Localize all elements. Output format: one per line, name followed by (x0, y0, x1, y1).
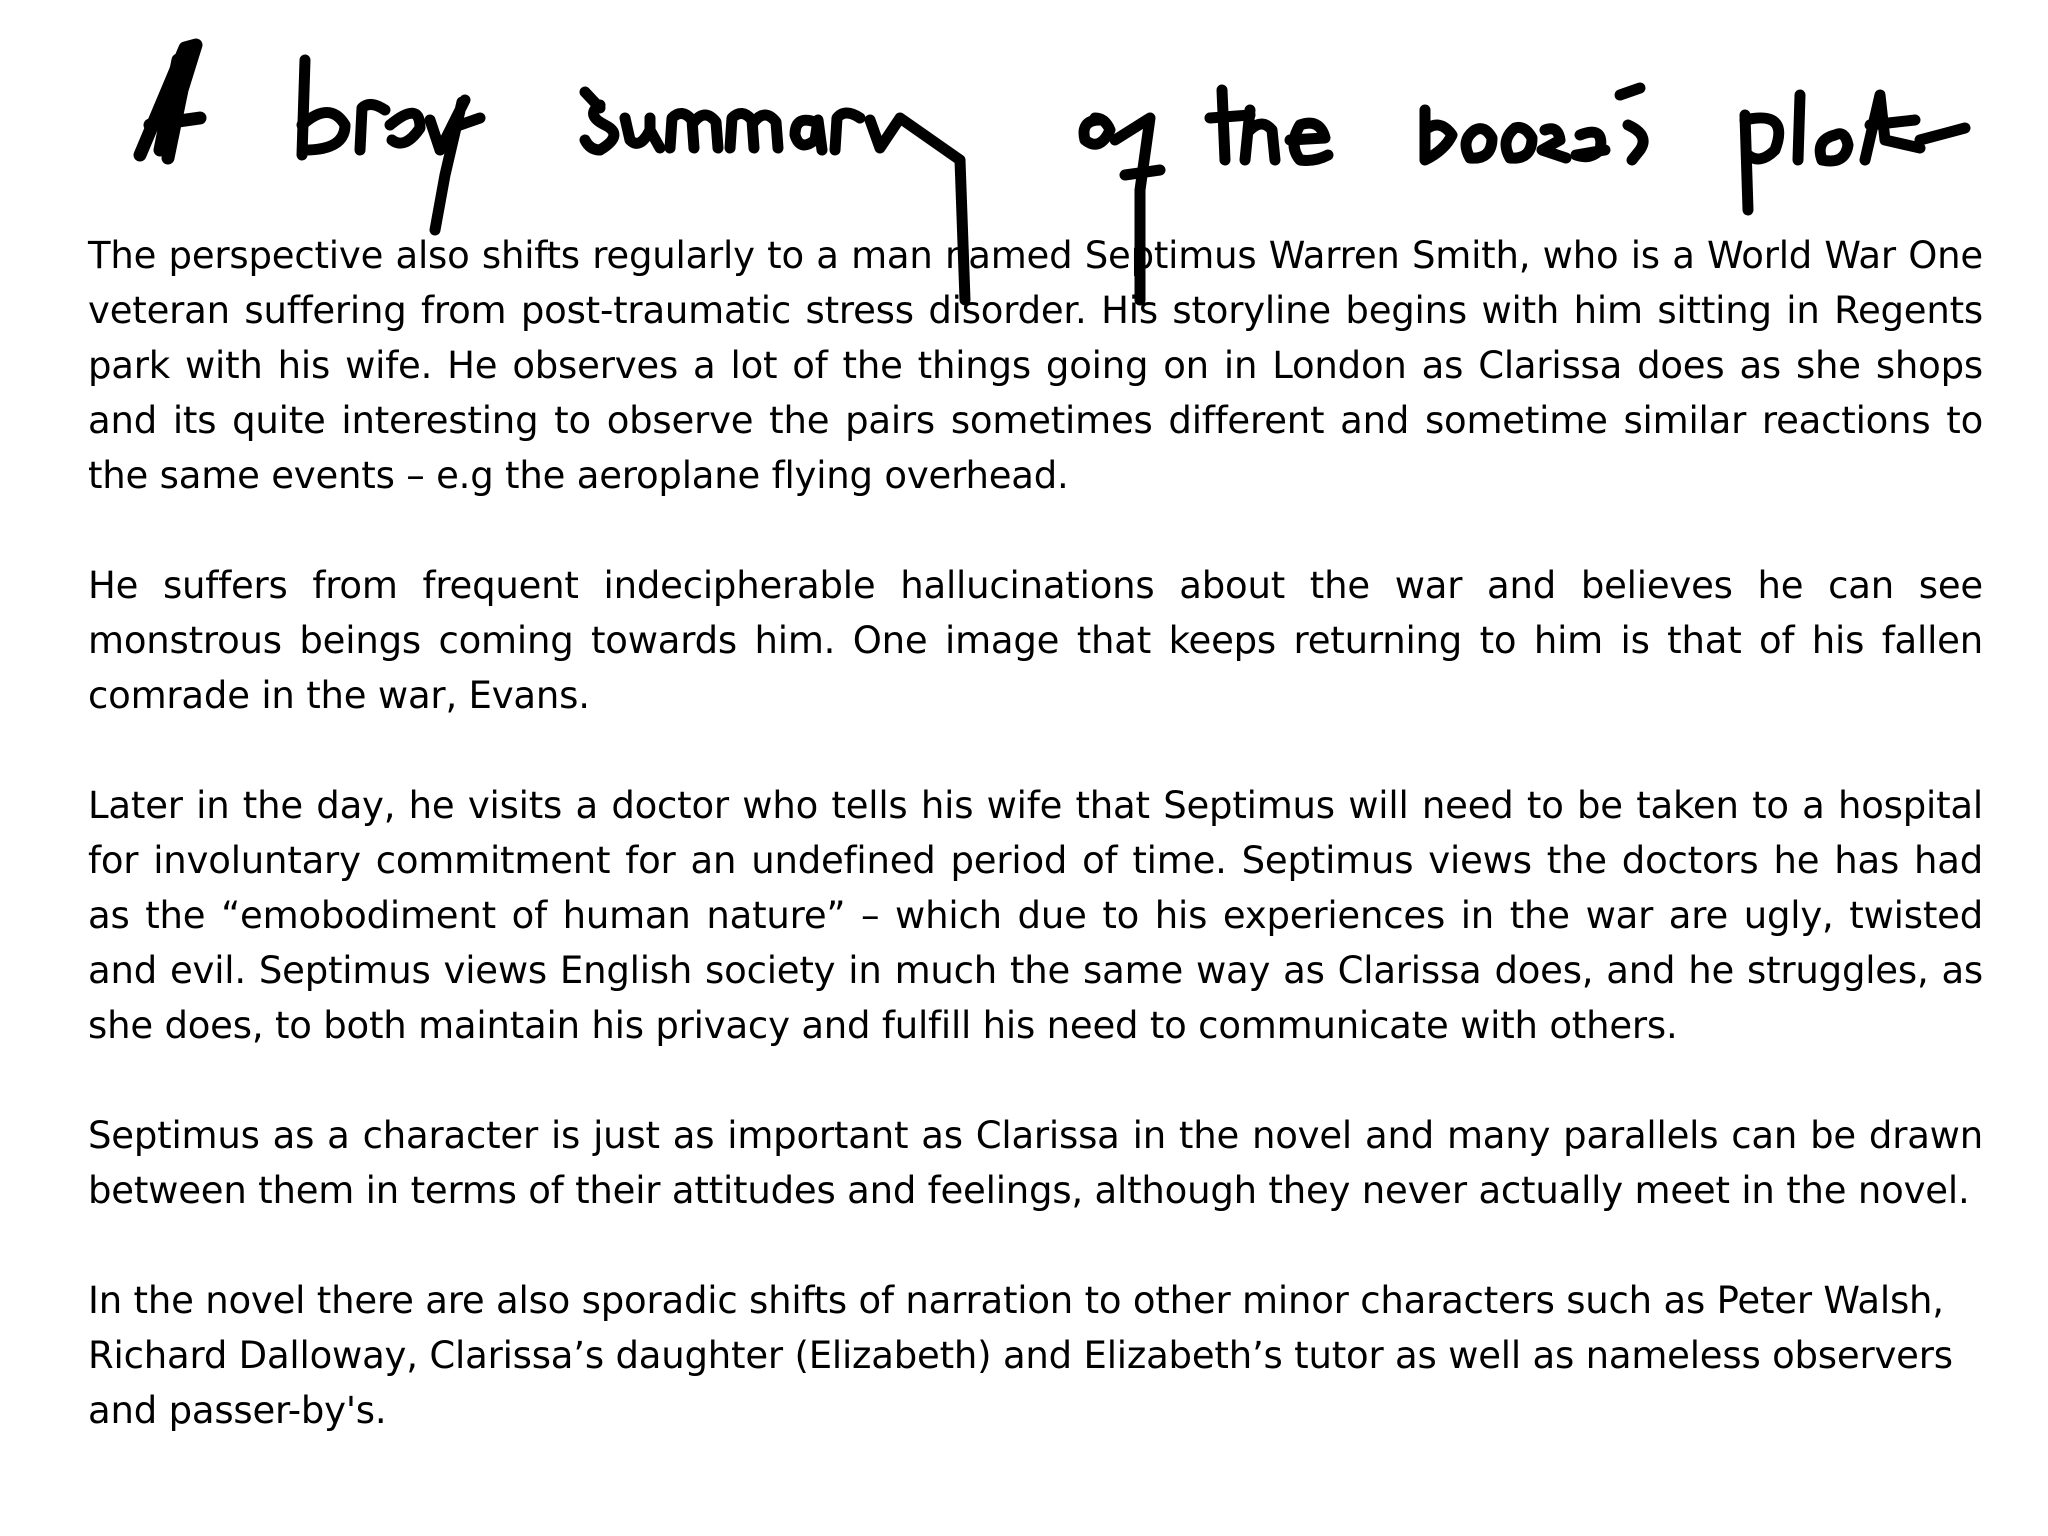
paragraph-minor-characters: In the novel there are also sporadic shifts of narration to other minor characters such as Peter Walsh, Richard Dalloway, Clarissa’s daughter (Elizabeth) and Elizabeth’s tutor as well as nameless observers and passer-by's. (88, 1279, 1953, 1432)
paragraph-septimus-intro: The perspective also shifts regularly to a man named Septimus Warren Smith, who is a World War One veteran suffering from post-traumatic stress disorder. His storyline begins with him sitting in Regents park with his wife. He observes a lot of the things going on in London as Clarissa does as she shops and its quite interesting to observe the pairs sometimes different and sometime similar reactions to the same events – e.g the aeroplane flying overhead. (88, 234, 1983, 497)
paragraph-hallucinations: He suffers from frequent indecipherable hallucinations about the war and believes he can see monstrous beings coming towards him. One image that keeps returning to him is that of his fallen comrade in the war, Evans. (88, 564, 1983, 717)
body-text (88, 228, 1983, 1493)
paragraph-doctor-visit: Later in the day, he visits a doctor who tells his wife that Septimus will need to be taken to a hospital for involuntary commitment for an undefined period of time. Septimus views the doctors he has had as the “emobodiment of human nature” – which due to his experiences in the war are ugly, twisted and evil. Septimus views English society in much the same way as Clarissa does, and he struggles, as she does, to both maintain his privacy and fulfill his need to communicate with others. (88, 784, 1983, 1047)
paragraph-septimus-clarissa-parallels: Septimus as a character is just as important as Clarissa in the novel and many parallels can be drawn between them in terms of their attitudes and feelings, although they never actually meet in the novel. (88, 1114, 1983, 1212)
